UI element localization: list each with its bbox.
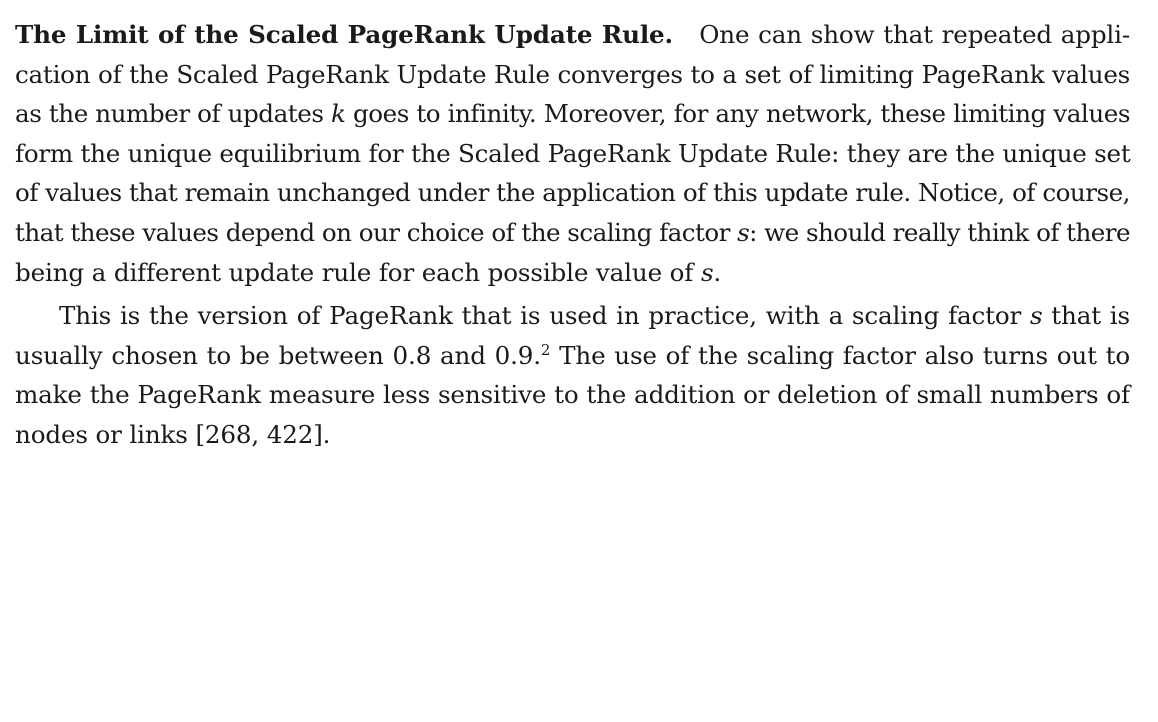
text-line: of values that remain unchanged under the application of this update rule. Notice, of course, — [15, 178, 1130, 208]
run-in-heading: The Limit of the Scaled PageRank Update Rule. — [15, 20, 673, 49]
text-line: form the unique equilibrium for the Scaled PageRank Update Rule: they are the unique set — [15, 138, 1131, 168]
text-line: nodes or links [268, 422]. — [15, 419, 331, 449]
text-line: that these values depend on our choice of the scaling factor s: we should really think of there — [15, 217, 1130, 247]
paragraph-pagerank-in-practice — [15, 296, 1130, 454]
text-line: usually chosen to be between 0.8 and 0.9.$^2$ The use of the scaling factor also turns out to — [15, 340, 1131, 370]
footnote-marker[interactable]: 2 — [540, 340, 551, 359]
text-line: make the PageRank measure less sensitive to the addition or deletion of small numbers of — [15, 380, 1130, 410]
text-line: cation of the Scaled PageRank Update Rule converges to a set of limiting PageRank values — [15, 59, 1130, 89]
math-variable-s: s — [700, 257, 714, 287]
text-line: The Limit of the Scaled PageRank Update Rule. One can show that repeated appli- — [15, 20, 1130, 49]
paragraph-limit-of-scaled-update-rule — [15, 15, 1130, 292]
text-line: as the number of updates k goes to infinity. Moreover, for any network, these limiting values — [15, 99, 1130, 129]
page-content — [15, 15, 1130, 455]
math-variable-s: s — [737, 217, 750, 247]
text-line: This is the version of PageRank that is used in practice, with a scaling factor s that is — [59, 301, 1130, 331]
citation-link[interactable]: [268, 422] — [195, 419, 323, 449]
math-variable-s: s — [1029, 301, 1043, 331]
text-line: being a different update rule for each possible value of s. — [15, 257, 722, 287]
math-variable-k: k — [331, 99, 346, 129]
